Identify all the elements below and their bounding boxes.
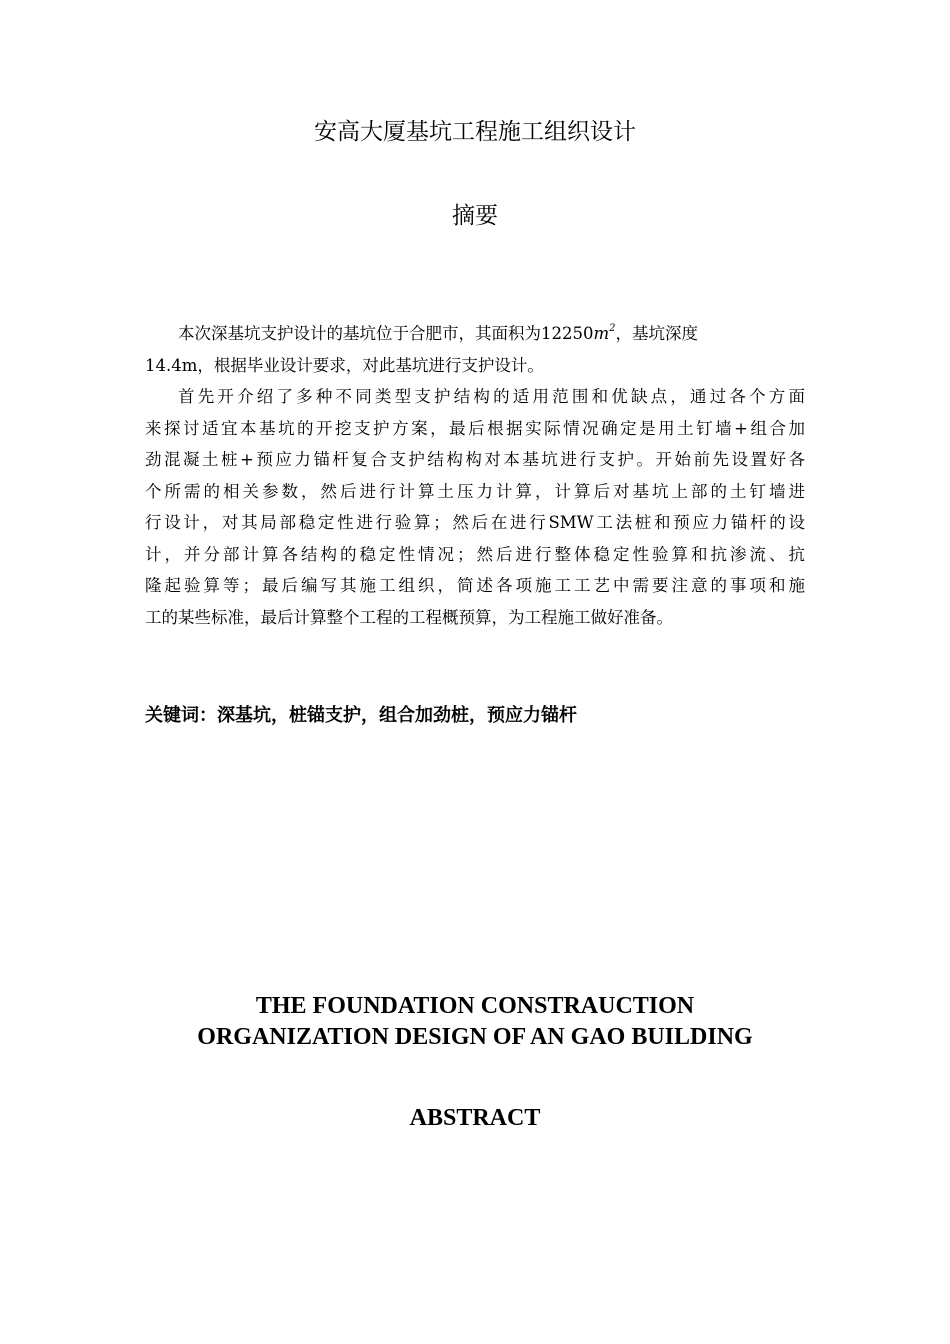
chinese-abstract-heading: 摘要 <box>452 203 498 229</box>
depth-text: ，基坑深度 <box>615 324 699 343</box>
english-title-line-2: ORGANIZATION DESIGN OF AN GAO BUILDING <box>197 1024 753 1050</box>
abstract-paragraph-1-line-2: 14.4m，根据毕业设计要求，对此基坑进行支护设计。 <box>145 355 544 375</box>
abstract-paragraph-2-line: 计，并分部计算各结构的稳定性情况；然后进行整体稳定性验算和抗渗流、抗 <box>145 544 805 564</box>
english-title-line-1: THE FOUNDATION CONSTRAUCTION <box>255 993 695 1019</box>
abstract-paragraph-2-line: 行设计，对其局部稳定性进行验算；然后在进行SMW工法桩和预应力锚杆的设 <box>145 513 805 532</box>
chinese-abstract-body <box>145 318 805 633</box>
abstract-paragraph-2-line: 首先开介绍了多种不同类型支护结构的适用范围和优缺点，通过各个方面 <box>178 387 805 406</box>
abstract-paragraph-2-line: 个所需的相关参数，然后进行计算土压力计算，计算后对基坑上部的土钉墙进 <box>145 481 805 501</box>
abstract-paragraph-2-line: 工的某些标准，最后计算整个工程的工程概预算，为工程施工做好准备。 <box>145 607 673 627</box>
keywords: 关键词：深基坑，桩锚支护，组合加劲桩，预应力锚杆 <box>145 705 577 726</box>
chinese-title: 安高大厦基坑工程施工组织设计 <box>314 119 636 145</box>
abstract-paragraph-2-line: 劲混凝土桩+预应力锚杆复合支护结构构对本基坑进行支护。开始前先设置好各 <box>145 450 805 469</box>
unit-exponent: 2 <box>609 323 616 334</box>
area-unit <box>594 324 616 343</box>
english-abstract-heading: ABSTRACT <box>409 1105 541 1131</box>
english-title <box>0 991 950 1053</box>
area-text: 本次深基坑支护设计的基坑位于合肥市，其面积为12250 <box>178 324 594 343</box>
abstract-paragraph-1-line-1 <box>145 318 805 350</box>
abstract-paragraph-2-line: 来探讨适宜本基坑的开挖支护方案，最后根据实际情况确定是用土钉墙+组合加 <box>145 418 805 438</box>
unit-base: m <box>593 324 610 343</box>
abstract-paragraph-2-line: 隆起验算等；最后编写其施工组织，简述各项施工工艺中需要注意的事项和施 <box>145 576 805 595</box>
